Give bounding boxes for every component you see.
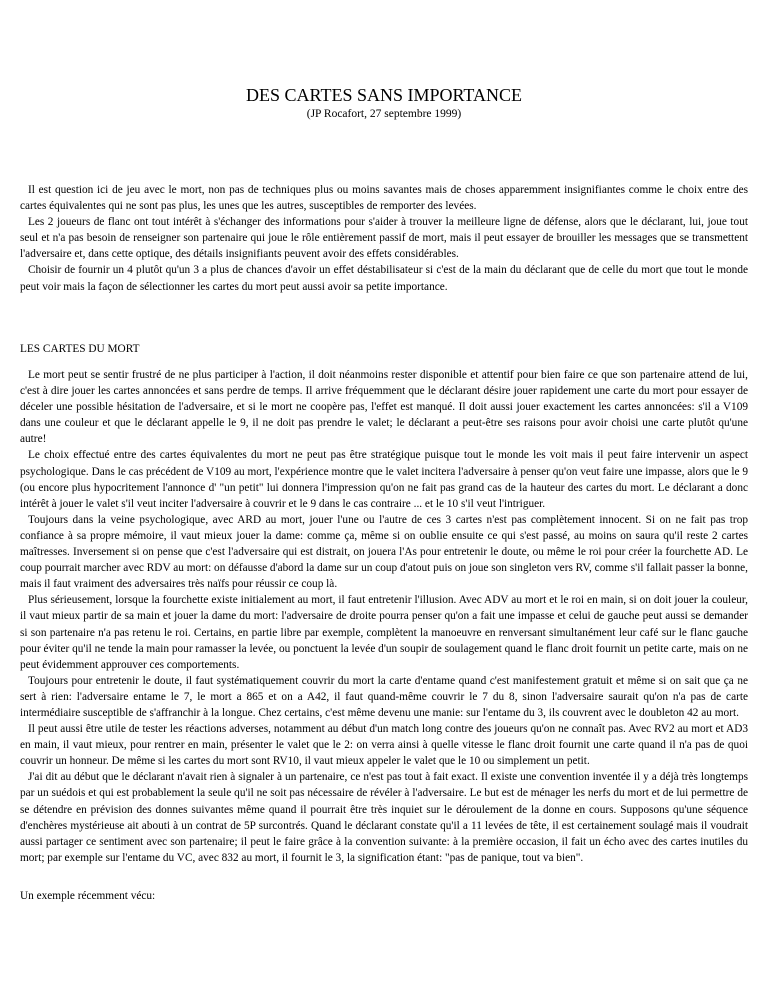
example-intro: Un exemple récemment vécu: (20, 890, 156, 902)
author-date: (JP Rocafort, 27 septembre 1999) (306, 108, 462, 120)
intro-section (20, 182, 748, 295)
paragraph: Le choix effectué entre des cartes équivalentes du mort ne peut pas être stratégique puisque tout le monde les voit mais il peut faire intervenir un aspect psychologique. Dans le cas précédent de V109 au mort, l'expérience montre que le valet incitera l'adversaire à penser qu'on veut faire une impasse, alors que le 9 (ou encore plus hypocritement l'annonce d' "un petit" lui donnera l'impression qu'on ne fait pas grand cas de la hauteur des cartes du mort. Le déclarant a donc intérêt à jouer le valet s'il veut inciter l'adversaire à couvrir et le 9 dans le cas contraire ... et le 10 s'il veut l'intriguer. (20, 449, 748, 510)
paragraph: Les 2 joueurs de flanc ont tout intérêt à s'échanger des informations pour s'aider à trouver la meilleure ligne de défense, alors que le déclarant, lui, joue tout seul et n'a pas besoin de renseigner son partenaire qui joue le rôle entièrement passif de mort, mais il peut essayer de brouiller les messages que se transmettent l'adversaire et, dans cette optique, des détails insignifiants peuvent avoir des effets considérables. (20, 216, 748, 261)
paragraph: Choisir de fournir un 4 plutôt qu'un 3 a plus de chances d'avoir un effet déstabilisateur si c'est de la main du déclarant que de celle du mort que tout le monde peut voir mais la façon de sélectionner les cartes du mort peut aussi avoir sa petite importance. (20, 264, 748, 293)
paragraph: Toujours dans la veine psychologique, avec ARD au mort, jouer l'une ou l'autre de ces 3 cartes n'est pas complètement innocent. Si on ne fait pas trop confiance à sa propre mémoire, il vaut mieux jouer la dame: comme ça, même si on oublie ensuite ce qui s'est passé, au moins on saura qu'il reste 2 cartes maîtresses. Inversement si on pense que c'est l'adversaire qui est distrait, on jouera l'As pour entretenir le doute, ou même le roi pour créer la fourchette AD. Le coup pourrait marcher avec RDV au mort: on défausse d'abord la dame sur un coup d'atout puis on joue son singleton vers RV, comme s'il fallait passer la bonne, mais il faut vraiment des adversaires très naïfs pour réussir ce coup là. (20, 513, 748, 591)
paragraph: Le mort peut se sentir frustré de ne plus participer à l'action, il doit néanmoins rester disponible et attentif pour bien faire ce que son partenaire attend de lui, c'est à dire jouer les cartes annoncées et sans perdre de temps. Il arrive fréquemment que le déclarant désire jouer rapidement une carte du mort pour essayer de déceler une possible hésitation de l'adversaire, et si le mort ne coopère pas, l'effet est manqué. Il doit aussi jouer exactement les cartes annoncées: s'il a V109 dans une couleur et que le déclarant appelle le 9, il ne doit pas prendre le valet; le déclarant a peut-être ses raisons pour avoir choisi une carte plutôt qu'une autre! (20, 369, 748, 446)
paragraph: Il peut aussi être utile de tester les réactions adverses, notamment au début d'un match long contre des joueurs qu'on ne connaît pas. Avec RV2 au mort et AD3 en main, il vaut mieux, pour rentrer en main, présenter le valet que le 2: on verra ainsi à quelle vitesse le flanc droit fournit une carte quand il n'a pas de quoi couvrir un honneur. De même si les cartes du mort sont RV10, il vaut mieux appeler le valet que le 10 ou simplement un petit. (20, 723, 748, 768)
paragraph: Il est question ici de jeu avec le mort, non pas de techniques plus ou moins savantes mais de choses apparemment insignifiantes comme le choix entre des cartes équivalentes qui ne sont pas plus, les unes que les autres, susceptibles de remporter des levées. (20, 184, 748, 213)
paragraph: J'ai dit au début que le déclarant n'avait rien à signaler à un partenaire, ce n'est pas tout à fait exact. Il existe une convention inventée il y a déjà très longtemps par un suédois et qui est probablement la seule qu'il ne soit pas nécessaire de révéler à l'adversaire. Le but est de ménager les nerfs du mort et de lui permettre de se détendre en prévision des donnes suivantes même quand il pourrait être très inquiet sur le déroulement de la donne en cours. Supposons qu'une séquence d'enchères mystérieuse ait abouti à un contrat de 5P surcontrés. Quand le déclarant constate qu'il a 11 levées de tête, il est certainement soulagé mais il voudrait aussi partager ce sentiment avec son partenaire; il peut le faire grâce à la convention suivante: à la première occasion, il fait un écho avec des cartes inutiles du mort; par exemple sur l'entame du VC, avec 832 au mort, il fournit le 3, la signification étant: "pas de panique, tout va bien". (20, 771, 748, 864)
page-title: DES CARTES SANS IMPORTANCE (246, 85, 522, 105)
paragraph: Plus sérieusement, lorsque la fourchette existe initialement au mort, il faut entretenir l'illusion. Avec ADV au mort et le roi en main, si on doit jouer la couleur, il vaut mieux partir de sa main et jouer la dame du mort: l'adversaire de droite pourra penser qu'on a fait une impasse et celui de gauche peut aussi se demander si son partenaire n'a pas retenu le roi. Certains, en partie libre par exemple, complètent la manoeuvre en renversant simultanément leur café sur le flanc gauche pour éviter qu'il ne tende la main pour ramasser la levée, ou ponctuent la levée d'un soupir de soulagement quand le flanc droit fournit un petite carte, mais on ne peut évidemment approuver ces comportements. (20, 594, 748, 671)
section-heading: LES CARTES DU MORT (20, 343, 140, 355)
section-body (20, 367, 748, 866)
paragraph: Toujours pour entretenir le doute, il faut systématiquement couvrir du mort la carte d'entame quand c'est manifestement gratuit et même si on sait que ça ne sert à rien: l'adversaire entame le 7, le mort a 865 et on a A42, il faut quand-même couvrir le 7 du 8, sinon l'adversaire saurait qu'on n'a pas de carte intermédiaire susceptible de s'affranchir à la longue. Chez certains, c'est même devenu une manie: sur l'entame du 3, ils couvrent avec le doubleton 42 au mort. (20, 674, 748, 719)
